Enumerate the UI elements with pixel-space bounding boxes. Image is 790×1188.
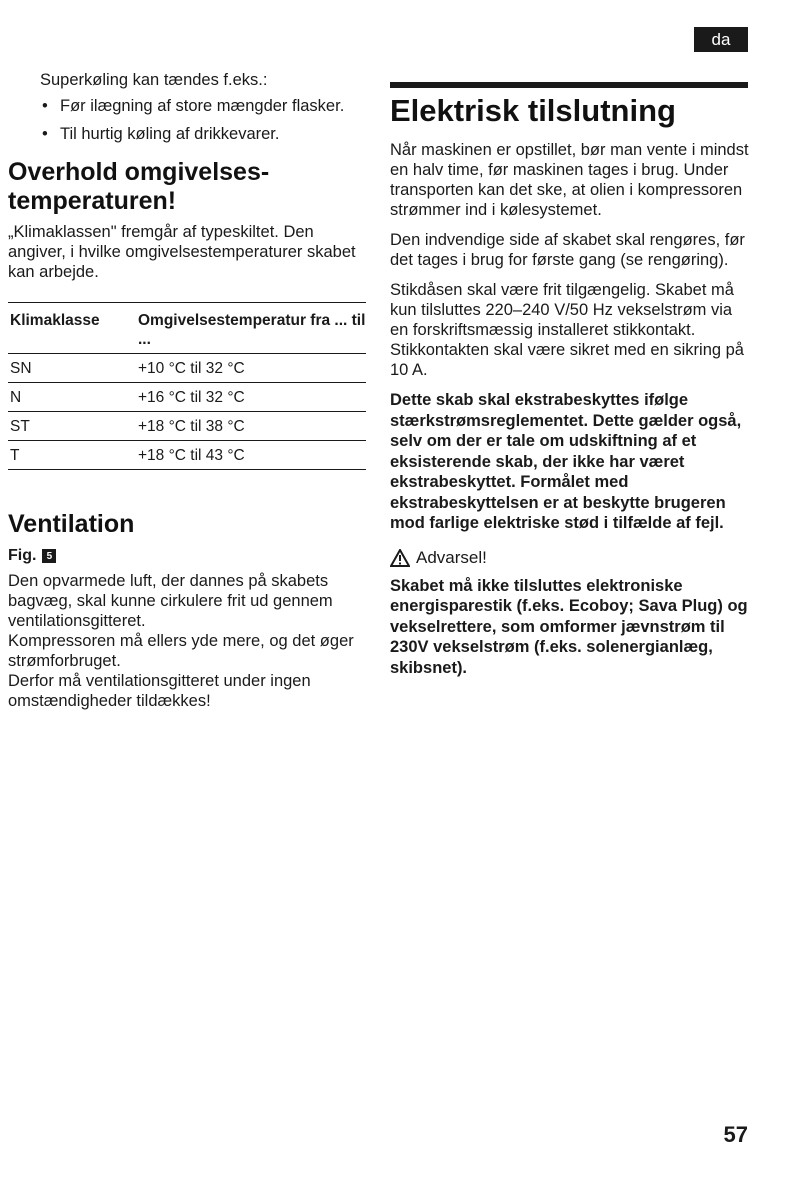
figure-label: Fig. [8, 547, 37, 564]
warning-icon [390, 549, 410, 567]
table-cell: +18 °C til 38 °C [138, 412, 366, 441]
climate-class-table [8, 302, 366, 470]
protection-notice: Dette skab skal ekstrabeskyttes ifølge stærkstrømsreglementet. Dette gælder også, selv om der er tale om udskiftning af et eksisterende skab, der ikke har været ekstrabeskyttet. Formålet med ekstrabeskyttelsen er at beskytte brugeren mod farlige elektriske stød i tilfælde af fejl. [390, 391, 742, 532]
ventilation-text-2: Kompressoren må ellers yde mere, og det øger strømforbruget. [8, 632, 354, 670]
figure-reference [8, 547, 370, 565]
table-row [8, 354, 366, 383]
temperature-section [8, 158, 370, 470]
warning-text: Skabet må ikke tilsluttes elektroniske energisparestik (f.eks. Ecoboy; Sava Plug) og vekselrettere, som omformer jævnstrøm til 230V vekselstrøm (f.eks. solenergianlæg, skibsnet). [390, 576, 748, 677]
warning-header [390, 548, 752, 568]
table-row [8, 412, 366, 441]
electrical-text-2: Den indvendige side af skabet skal rengøres, før det tages i brug for første gang (se rengøring). [390, 231, 745, 269]
table-row [8, 383, 366, 412]
ventilation-section [8, 510, 370, 711]
list-item: • Før ilægning af store mængder flasker. [60, 96, 370, 116]
left-column [8, 70, 370, 711]
electrical-text-3: Stikdåsen skal være frit tilgængelig. Skabet må kun tilsluttes 220–240 V/50 Hz vekselstrøm via en forskriftsmæssig installeret stikkontakt. Stikkontakten skal være sikret med en sikring på 10 A. [390, 281, 744, 379]
language-badge: da [694, 27, 748, 52]
column-header-class: Klimaklasse [8, 303, 138, 354]
warning-label: Advarsel! [416, 547, 487, 567]
supercool-intro: Superkøling kan tændes f.eks.: [40, 71, 268, 89]
ventilation-text-3: Derfor må ventilationsgitteret under ingen omstændigheder tildækkes! [8, 672, 311, 710]
table-cell: ST [8, 412, 138, 441]
supercool-list [8, 96, 370, 144]
temperature-heading-line2: temperaturen! [8, 187, 177, 215]
table-row [8, 441, 366, 470]
electrical-heading: Elektrisk tilslutning [390, 93, 676, 128]
section-rule [390, 82, 748, 88]
temperature-heading-line1: Overhold omgivelses- [8, 158, 270, 186]
list-item: • Til hurtig køling af drikkevarer. [60, 124, 370, 144]
figure-number: 5 [42, 549, 56, 563]
electrical-text-1: Når maskinen er opstillet, bør man vente i mindst en halv time, før maskinen tages i brug. Under transporten kan det ske, at olien i kompressoren strømmer ind i kølesystemet. [390, 141, 749, 219]
table-cell: +16 °C til 32 °C [138, 383, 366, 412]
table-cell: +10 °C til 32 °C [138, 354, 366, 383]
column-header-temperature: Omgivelsestemperatur fra ... til ... [138, 303, 366, 354]
ventilation-text-1: Den opvarmede luft, der dannes på skabets bagvæg, skal kunne cirkulere frit ud gennem ventilationsgitteret. [8, 572, 333, 630]
table-cell: N [8, 383, 138, 412]
table-header-row [8, 303, 366, 354]
table-cell: SN [8, 354, 138, 383]
right-column [390, 92, 752, 678]
climate-class-text: „Klimaklassen" fremgår af typeskiltet. Den angiver, i hvilke omgivelsestemperaturer skabet kan arbejde. [8, 223, 356, 281]
table-cell: +18 °C til 43 °C [138, 441, 366, 470]
table-cell: T [8, 441, 138, 470]
page-number: 57 [723, 1122, 748, 1147]
ventilation-heading: Ventilation [8, 510, 135, 538]
temperature-heading [8, 158, 370, 216]
